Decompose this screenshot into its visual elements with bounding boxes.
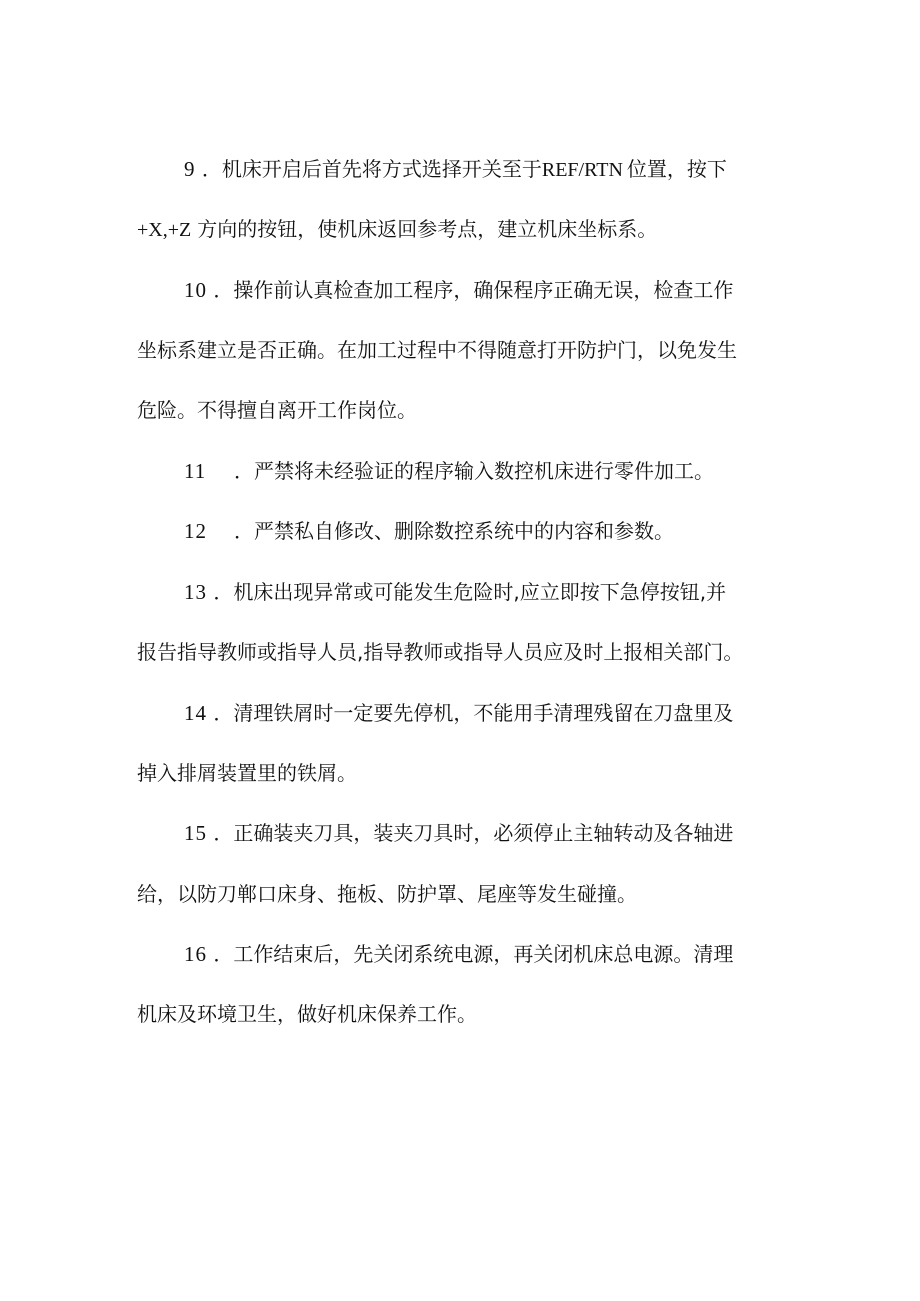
item-text: ．机床开启后首先将方式选择开关至于	[201, 157, 542, 181]
item-text: 机床及环境卫生，做好机床保养工作。	[137, 1002, 477, 1026]
item-text: 掉入排屑装置里的铁屑。	[137, 761, 357, 785]
item-number: 9	[184, 157, 196, 181]
item-15-line-1	[184, 819, 733, 847]
item-text: 坐标系建立是否正确。在加工过程中不得随意打开防护门，以免发生	[137, 338, 737, 362]
item-14-line-1	[184, 699, 733, 727]
item-9-line-1	[184, 155, 727, 184]
item-text: 方向的按钮，使机床返回参考点，建立机床坐标系。	[197, 217, 658, 241]
item-number: 10	[184, 278, 207, 302]
item-text: 危险。不得擅自离开工作岗位。	[137, 398, 417, 422]
item-number: 11	[184, 459, 207, 483]
item-text: ．严禁私自修改、删除数控系统中的内容和参数。	[234, 519, 674, 543]
item-text: ．机床出现异常或可能发生危险时,应立即按下急停按钮,并	[213, 580, 727, 604]
item-11-line-1	[184, 457, 714, 485]
item-text: ．严禁将未经验证的程序输入数控机床进行零件加工。	[234, 459, 714, 483]
item-13-line-1	[184, 578, 726, 606]
item-text: 报告指导教师或指导人员,指导教师或指导人员应及时上报相关部门。	[137, 640, 744, 664]
item-number: 15	[184, 821, 207, 845]
item-10-line-2	[137, 336, 737, 364]
item-text: ．工作结束后，先关闭系统电源，再关闭机床总电源。清理	[213, 942, 734, 966]
item-text: 给，以防刀郸口床身、拖板、防护罩、尾座等发生碰撞。	[137, 882, 637, 906]
item-text: ．操作前认真检查加工程序，确保程序正确无误，检查工作	[213, 278, 734, 302]
item-text: ．正确装夹刀具，装夹刀具时，必须停止主轴转动及各轴进	[213, 821, 734, 845]
item-10-line-1	[184, 276, 733, 304]
item-text-code: +X,+Z	[137, 219, 192, 241]
item-text-code: REF/RTN	[541, 159, 623, 181]
item-number: 16	[184, 942, 207, 966]
item-number: 14	[184, 701, 207, 725]
item-number: 13	[184, 580, 207, 604]
item-text: ．清理铁屑时一定要先停机，不能用手清理残留在刀盘里及	[213, 701, 734, 725]
item-9-line-2	[137, 215, 657, 244]
item-16-line-1	[184, 940, 733, 968]
item-12-line-1	[184, 517, 674, 545]
item-text: 位置，按下	[626, 157, 727, 181]
item-14-line-2	[137, 759, 357, 787]
item-number: 12	[184, 519, 207, 543]
item-15-line-2	[137, 880, 637, 908]
item-13-line-2	[137, 638, 743, 666]
item-10-line-3	[137, 396, 417, 424]
item-16-line-2	[137, 1000, 477, 1028]
